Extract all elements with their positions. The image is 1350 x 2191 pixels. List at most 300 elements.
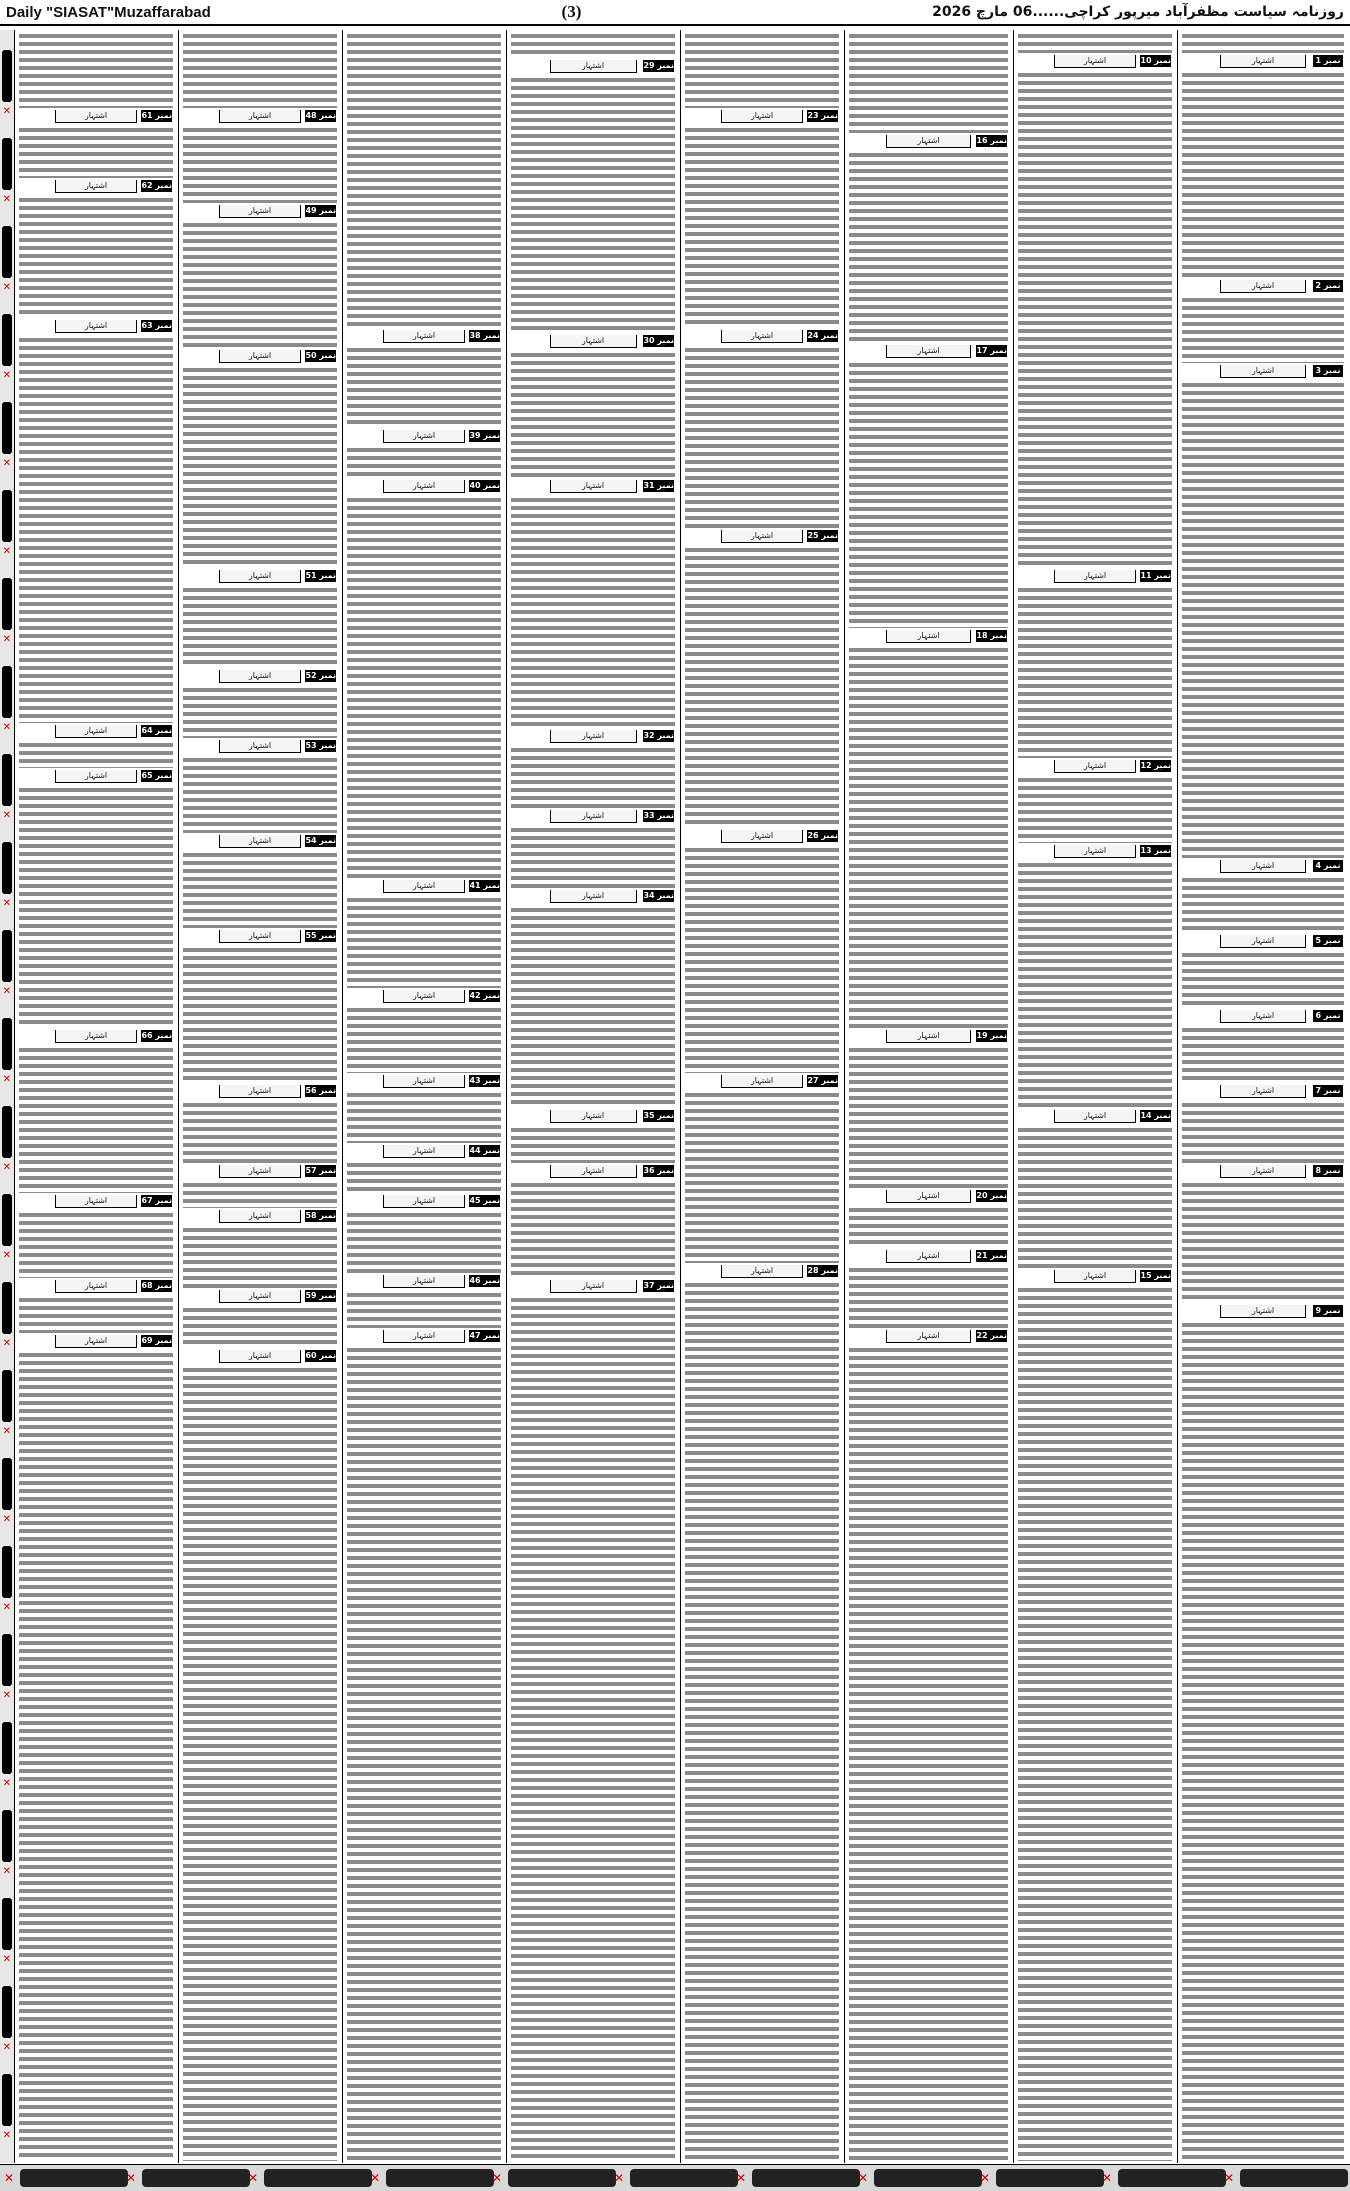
border-x-icon: ✕	[2, 986, 12, 997]
ad-text-lines	[511, 1181, 675, 1278]
ad-text-lines	[19, 1351, 173, 2161]
ad-header-label: اشتہار	[55, 725, 137, 738]
ad-header	[1179, 280, 1347, 292]
ad-header	[508, 1110, 678, 1122]
ad-header-label: اشتہار	[1054, 1270, 1136, 1283]
border-x-icon: ✕	[2, 1338, 12, 1349]
ad-number-badge: نمبر 12	[1140, 761, 1171, 770]
ad-header	[682, 530, 842, 542]
ad-header	[180, 670, 340, 682]
ad-number-badge: نمبر 33	[643, 811, 674, 820]
text-lines	[19, 32, 173, 108]
ad-header-label: اشتہار	[55, 1195, 137, 1208]
classified-ad	[344, 330, 504, 430]
ad-header	[1015, 1270, 1175, 1282]
footer-ornament	[508, 2169, 616, 2187]
article-text-block	[344, 30, 504, 330]
ad-header-label: اشتہار	[219, 740, 301, 753]
ad-header-label: اشتہار	[219, 1085, 301, 1098]
classified-ad	[180, 670, 340, 740]
ad-header	[682, 110, 842, 122]
ad-header-label: اشتہار	[1054, 55, 1136, 68]
ad-text-lines	[183, 1306, 337, 1348]
ad-text-lines	[183, 221, 337, 348]
ad-header-label: اشتہار	[550, 1165, 637, 1178]
ad-header	[180, 1165, 340, 1177]
classified-ad	[682, 110, 842, 330]
ad-number-badge: نمبر 28	[807, 1266, 838, 1275]
ad-text-lines	[19, 1211, 173, 1278]
footer-ornament	[996, 2169, 1104, 2187]
ad-header-label: اشتہار	[1220, 365, 1306, 378]
article-text-block	[508, 30, 678, 60]
ad-header	[344, 1275, 504, 1287]
footer-x-icon: ✕	[735, 2171, 747, 2185]
text-lines	[347, 32, 501, 328]
ad-header-label: اشتہار	[550, 890, 637, 903]
ad-text-lines	[183, 686, 337, 738]
footer-x-icon: ✕	[613, 2171, 625, 2185]
ad-number-badge: نمبر 51	[305, 571, 336, 580]
ad-header	[508, 1280, 678, 1292]
classified-ad	[1179, 1165, 1347, 1305]
ad-text-lines	[347, 496, 501, 878]
text-lines	[685, 32, 839, 108]
ad-number-badge: نمبر 54	[305, 836, 336, 845]
border-x-icon: ✕	[2, 1074, 12, 1085]
page-number: (3)	[561, 2, 582, 21]
text-lines	[1182, 32, 1344, 53]
classified-ad	[1179, 860, 1347, 935]
ad-header-label: اشتہار	[383, 990, 465, 1003]
classified-ad	[344, 1275, 504, 1330]
ad-number-badge: نمبر 62	[141, 181, 172, 190]
ad-header	[1015, 1110, 1175, 1122]
ad-header-label: اشتہار	[1220, 1085, 1306, 1098]
ad-header-label: اشتہار	[550, 60, 637, 73]
ad-header	[180, 570, 340, 582]
ad-number-badge: نمبر 1	[1313, 55, 1343, 67]
classified-ad	[846, 1330, 1011, 2163]
classified-ad	[1179, 365, 1347, 860]
border-x-icon: ✕	[2, 106, 12, 117]
classified-ad	[16, 180, 176, 320]
classified-ad	[682, 1265, 842, 2163]
ad-header	[846, 1330, 1011, 1342]
ad-header	[16, 1195, 176, 1207]
ad-number-badge: نمبر 6	[1313, 1010, 1343, 1022]
ad-header-label: اشتہار	[1220, 860, 1306, 873]
ad-number-badge: نمبر 44	[469, 1146, 500, 1155]
ad-header-label: اشتہار	[550, 1280, 637, 1293]
ad-text-lines	[1018, 71, 1172, 568]
ad-text-lines	[511, 746, 675, 808]
classified-ad	[180, 350, 340, 570]
border-x-icon: ✕	[2, 1426, 12, 1437]
ad-text-lines	[1018, 1286, 1172, 2161]
column-5	[682, 30, 842, 2163]
ad-text-lines	[685, 1281, 839, 2161]
ad-header	[344, 480, 504, 492]
ad-number-badge: نمبر 37	[643, 1281, 674, 1290]
classified-ad	[1179, 1010, 1347, 1085]
ad-header	[682, 330, 842, 342]
ad-header-label: اشتہار	[1220, 1010, 1306, 1023]
footer-ornament	[142, 2169, 250, 2187]
ad-text-lines	[1182, 71, 1344, 278]
ad-number-badge: نمبر 27	[807, 1076, 838, 1085]
footer-ornament	[630, 2169, 738, 2187]
ad-header	[508, 890, 678, 902]
footer-x-icon: ✕	[369, 2171, 381, 2185]
text-lines	[849, 32, 1008, 133]
ad-number-badge: نمبر 31	[643, 481, 674, 490]
classified-ad	[508, 1280, 678, 2163]
ad-text-lines	[849, 1206, 1008, 1248]
ad-header-label: اشتہار	[219, 570, 301, 583]
ad-text-lines	[511, 1296, 675, 2161]
ad-text-lines	[183, 851, 337, 928]
ad-header-label: اشتہار	[219, 1290, 301, 1303]
border-x-icon: ✕	[2, 2130, 12, 2141]
ad-text-lines	[849, 1046, 1008, 1188]
ad-header-label: اشتہار	[55, 110, 137, 123]
ad-number-badge: نمبر 29	[643, 61, 674, 70]
ad-text-lines	[19, 336, 173, 723]
ad-header	[180, 110, 340, 122]
ad-header	[344, 1075, 504, 1087]
ad-text-lines	[183, 756, 337, 833]
ad-header-label: اشتہار	[219, 350, 301, 363]
ad-header-label: اشتہار	[721, 530, 803, 543]
border-x-icon: ✕	[2, 810, 12, 821]
ad-number-badge: نمبر 8	[1313, 1165, 1343, 1177]
ad-header-label: اشتہار	[721, 110, 803, 123]
border-x-icon: ✕	[2, 1514, 12, 1525]
ad-header-label: اشتہار	[1054, 1110, 1136, 1123]
ad-number-badge: نمبر 20	[976, 1191, 1007, 1200]
classified-ad	[1179, 280, 1347, 365]
ad-number-badge: نمبر 10	[1140, 56, 1171, 65]
column-rule	[1013, 30, 1014, 2163]
border-ornament	[2, 1810, 12, 1862]
ad-text-lines	[511, 496, 675, 728]
classified-ad	[508, 60, 678, 335]
classified-ad	[508, 335, 678, 480]
text-lines	[511, 32, 675, 58]
ad-header	[344, 990, 504, 1002]
ad-text-lines	[347, 446, 501, 478]
classified-ad	[180, 1085, 340, 1165]
ad-header-label: اشتہار	[219, 205, 301, 218]
ad-header	[16, 770, 176, 782]
classified-ad	[846, 1250, 1011, 1330]
ad-text-lines	[511, 1126, 675, 1163]
ad-header	[508, 335, 678, 347]
ad-text-lines	[19, 741, 173, 768]
ad-number-badge: نمبر 42	[469, 991, 500, 1000]
ad-number-badge: نمبر 36	[643, 1166, 674, 1175]
border-x-icon: ✕	[2, 1954, 12, 1965]
ad-number-badge: نمبر 66	[141, 1031, 172, 1040]
ad-header	[1179, 55, 1347, 67]
ad-header	[180, 930, 340, 942]
ad-header-label: اشتہار	[383, 430, 465, 443]
ad-header-label: اشتہار	[721, 830, 803, 843]
ad-text-lines	[1182, 1321, 1344, 2161]
ad-header-label: اشتہار	[1220, 935, 1306, 948]
footer-ornament	[1240, 2169, 1348, 2187]
ad-header-label: اشتہار	[886, 1250, 971, 1263]
ad-number-badge: نمبر 22	[976, 1331, 1007, 1340]
ad-header-label: اشتہار	[886, 1330, 971, 1343]
column-rule	[680, 30, 681, 2163]
ad-header	[682, 1265, 842, 1277]
classified-ad	[682, 530, 842, 830]
ad-text-lines	[849, 151, 1008, 343]
ad-header	[508, 1165, 678, 1177]
ad-header	[1179, 1010, 1347, 1022]
ad-header-label: اشتہار	[55, 1335, 137, 1348]
footer-x-icon: ✕	[1223, 2171, 1235, 2185]
classified-ad	[1015, 760, 1175, 845]
ad-text-lines	[1018, 586, 1172, 758]
ad-header-label: اشتہار	[219, 835, 301, 848]
ad-header	[846, 1250, 1011, 1262]
ad-header	[180, 350, 340, 362]
ad-header	[846, 345, 1011, 357]
classified-ad	[344, 430, 504, 480]
masthead-title-left: Daily "SIASAT"Muzaffarabad	[6, 3, 211, 21]
ad-number-badge: نمبر 3	[1313, 365, 1343, 377]
article-text-block	[1015, 30, 1175, 55]
classified-ad	[846, 345, 1011, 630]
ad-header	[1179, 1085, 1347, 1097]
ad-header	[1015, 845, 1175, 857]
ad-header	[180, 1290, 340, 1302]
ad-number-badge: نمبر 68	[141, 1281, 172, 1290]
ad-header	[508, 480, 678, 492]
ad-header	[16, 1335, 176, 1347]
ad-number-badge: نمبر 56	[305, 1086, 336, 1095]
ad-number-badge: نمبر 57	[305, 1166, 336, 1175]
newspaper-page	[0, 30, 1350, 2191]
ad-text-lines	[685, 346, 839, 528]
left-border-strip	[0, 30, 15, 2163]
classified-ad	[16, 320, 176, 725]
classified-ad	[846, 1030, 1011, 1190]
ad-number-badge: نمبر 49	[305, 206, 336, 215]
classified-ad	[180, 1165, 340, 1210]
classified-ad	[508, 1110, 678, 1165]
ad-header	[1179, 860, 1347, 872]
ad-text-lines	[1018, 861, 1172, 1108]
ad-text-lines	[1182, 296, 1344, 363]
ad-header	[180, 1350, 340, 1362]
classified-ad	[508, 1165, 678, 1280]
footer-ornament	[874, 2169, 982, 2187]
classified-ad	[344, 1195, 504, 1275]
ad-header	[1179, 365, 1347, 377]
border-x-icon: ✕	[2, 722, 12, 733]
classified-ad	[180, 930, 340, 1085]
classified-ad	[16, 1335, 176, 2163]
classified-ad	[1179, 55, 1347, 280]
footer-ornament	[20, 2169, 128, 2187]
ad-header	[1179, 1305, 1347, 1317]
classified-ad	[180, 205, 340, 350]
ad-header-label: اشتہار	[886, 1030, 971, 1043]
ad-text-lines	[183, 1366, 337, 2161]
ad-header-label: اشتہار	[550, 480, 637, 493]
footer-x-icon: ✕	[857, 2171, 869, 2185]
classified-ad	[682, 1075, 842, 1265]
masthead-title-right: روزنامہ سیاست مظفرآباد میرپور کراچی......06 مارچ 2026	[932, 4, 1344, 20]
classified-ad	[846, 135, 1011, 345]
ad-header-label: اشتہار	[383, 330, 465, 343]
ad-header	[180, 1085, 340, 1097]
ad-header-label: اشتہار	[383, 1075, 465, 1088]
ad-number-badge: نمبر 24	[807, 331, 838, 340]
border-ornament	[2, 2074, 12, 2126]
ad-number-badge: نمبر 17	[976, 346, 1007, 355]
article-text-block	[846, 30, 1011, 135]
footer-ornament	[264, 2169, 372, 2187]
classified-ad	[16, 1195, 176, 1280]
ad-text-lines	[511, 76, 675, 333]
ad-text-lines	[347, 1006, 501, 1073]
classified-ad	[682, 830, 842, 1075]
classified-ad	[344, 990, 504, 1075]
border-ornament	[2, 1018, 12, 1070]
ad-number-badge: نمبر 13	[1140, 846, 1171, 855]
ad-header-label: اشتہار	[886, 1190, 971, 1203]
ad-text-lines	[511, 906, 675, 1108]
ad-header	[682, 1075, 842, 1087]
column-rule	[844, 30, 845, 2163]
column-rule	[342, 30, 343, 2163]
ad-header-label: اشتہار	[1220, 55, 1306, 68]
ad-number-badge: نمبر 16	[976, 136, 1007, 145]
ad-text-lines	[183, 1101, 337, 1163]
ad-header	[16, 1030, 176, 1042]
classified-ad	[344, 1330, 504, 2163]
ad-header	[846, 1190, 1011, 1202]
footer-x-icon: ✕	[3, 2171, 15, 2185]
border-ornament	[2, 226, 12, 278]
ad-number-badge: نمبر 25	[807, 531, 838, 540]
classified-ad	[180, 1350, 340, 2163]
column-8	[1179, 30, 1347, 2163]
ad-header	[344, 1145, 504, 1157]
ad-text-lines	[685, 546, 839, 828]
column-4	[508, 30, 678, 2163]
ad-header	[1179, 1165, 1347, 1177]
ad-text-lines	[19, 196, 173, 318]
ad-number-badge: نمبر 35	[643, 1111, 674, 1120]
ad-header-label: اشتہار	[721, 1265, 803, 1278]
text-lines	[1018, 32, 1172, 53]
classified-ad	[180, 1290, 340, 1350]
border-ornament	[2, 1986, 12, 2038]
classified-ad	[16, 725, 176, 770]
ad-text-lines	[19, 1296, 173, 1333]
ad-header	[682, 830, 842, 842]
ad-header-label: اشتہار	[383, 1330, 465, 1343]
ad-header-label: اشتہار	[886, 630, 971, 643]
footer-x-icon: ✕	[247, 2171, 259, 2185]
ad-text-lines	[183, 126, 337, 203]
footer-x-icon: ✕	[491, 2171, 503, 2185]
ad-text-lines	[685, 1091, 839, 1263]
article-text-block	[682, 30, 842, 110]
ad-text-lines	[183, 586, 337, 668]
classified-ad	[180, 1210, 340, 1290]
classified-ad	[508, 810, 678, 890]
ad-text-lines	[1182, 1026, 1344, 1083]
ad-number-badge: نمبر 47	[469, 1331, 500, 1340]
ad-header-label: اشتہار	[55, 770, 137, 783]
ad-text-lines	[183, 366, 337, 568]
ad-number-badge: نمبر 41	[469, 881, 500, 890]
border-ornament	[2, 578, 12, 630]
classified-ad	[16, 110, 176, 180]
ad-header	[1179, 935, 1347, 947]
border-ornament	[2, 138, 12, 190]
column-2	[180, 30, 340, 2163]
classified-ad	[16, 1280, 176, 1335]
border-ornament	[2, 1898, 12, 1950]
classified-ad	[16, 1030, 176, 1195]
text-lines	[183, 32, 337, 108]
border-x-icon: ✕	[2, 546, 12, 557]
column-3	[344, 30, 504, 2163]
classified-ad	[180, 110, 340, 205]
classified-ad	[1015, 1270, 1175, 2163]
ad-text-lines	[685, 126, 839, 328]
ad-number-badge: نمبر 46	[469, 1276, 500, 1285]
classified-ad	[1015, 55, 1175, 570]
ad-text-lines	[347, 1091, 501, 1143]
footer-x-icon: ✕	[1101, 2171, 1113, 2185]
ad-number-badge: نمبر 23	[807, 111, 838, 120]
border-ornament	[2, 50, 12, 102]
ad-header-label: اشتہار	[721, 1075, 803, 1088]
border-ornament	[2, 402, 12, 454]
article-text-block	[16, 30, 176, 110]
classified-ad	[1015, 1110, 1175, 1270]
ad-header-label: اشتہار	[550, 1110, 637, 1123]
ad-number-badge: نمبر 30	[643, 336, 674, 345]
border-ornament	[2, 314, 12, 366]
ad-header	[344, 330, 504, 342]
ad-header-label: اشتہار	[550, 335, 637, 348]
ad-header-label: اشتہار	[1220, 280, 1306, 293]
ad-number-badge: نمبر 26	[807, 831, 838, 840]
ad-header-label: اشتہار	[383, 1275, 465, 1288]
ad-header	[180, 835, 340, 847]
ad-header-label: اشتہار	[1220, 1165, 1306, 1178]
ad-header-label: اشتہار	[1220, 1305, 1306, 1318]
article-text-block	[180, 30, 340, 110]
ad-text-lines	[849, 1266, 1008, 1328]
classified-ad	[682, 330, 842, 530]
ad-text-lines	[183, 1226, 337, 1288]
ad-header	[344, 880, 504, 892]
border-ornament	[2, 490, 12, 542]
ad-text-lines	[1182, 1181, 1344, 1303]
border-x-icon: ✕	[2, 1162, 12, 1173]
